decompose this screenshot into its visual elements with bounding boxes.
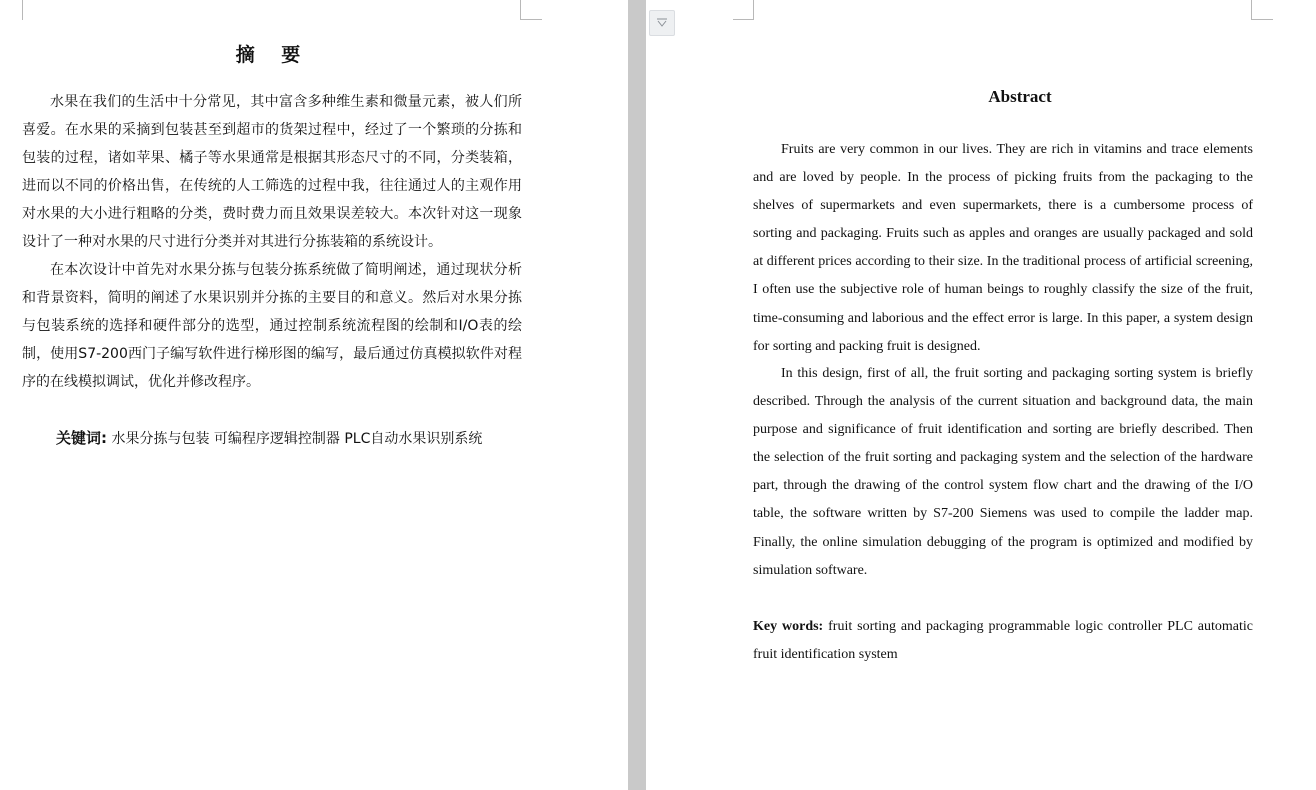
abstract-paragraph-cn-2: 在本次设计中首先对水果分拣与包装分拣系统做了简明阐述，通过现状分析和背景资料，简明的阐述了水果识别并分拣的主要目的和意义。然后对水果分拣与包装系统的选择和硬件部分的选型，通过控制系统流程图的绘制和I/O表的绘制，使用S7-200西门子编写软件进行梯形图的编写，最后通过仿真模拟软件对程序的在线模拟调试，优化并修改程序。 — [22, 262, 522, 390]
crop-mark — [753, 0, 754, 20]
collapse-button[interactable] — [649, 10, 675, 36]
crop-mark — [520, 0, 521, 20]
crop-mark — [22, 0, 23, 20]
keywords-text-cn: 水果分拣与包装 可编程序逻辑控制器 PLC自动水果识别系统 — [111, 431, 483, 447]
page-gutter — [628, 0, 646, 790]
crop-mark — [733, 19, 753, 20]
keywords-cn — [56, 424, 482, 453]
crop-mark — [520, 19, 542, 20]
abstract-paragraph-en-1: Fruits are very common in our lives. They are rich in vitamins and trace elements and are loved by people. In the process of picking fruits from the packaging to the shelves of supermarkets and even supermarkets, there is a cumbersome process of sorting and packaging. Fruits such as apples and oranges are usually packaged and sold at different prices according to their size. In the traditional process of artificial screening, I often use the subjective role of human beings to roughly classify the size of the fruit, time-consuming and laborious and the effect error is large. In this paper, a system design for sorting and packing fruit is designed. — [753, 142, 1253, 354]
abstract-paragraph-cn-1: 水果在我们的生活中十分常见，其中富含多种维生素和微量元素，被人们所喜爱。在水果的采摘到包装甚至到超市的货架过程中，经过了一个繁琐的分拣和包装的过程，诸如苹果、橘子等水果通常是根据其形态尺寸的不同，分类装箱，进而以不同的价格出售，在传统的人工筛选的过程中我，往往通过人的主观作用对水果的大小进行粗略的分类，费时费力而且效果误差较大。本次针对这一现象设计了一种对水果的尺寸进行分类并对其进行分拣装箱的系统设计。 — [22, 94, 522, 250]
keywords-en — [753, 613, 1253, 669]
crop-mark — [1251, 0, 1252, 20]
keywords-label-en: Key words: — [753, 619, 824, 634]
crop-mark — [1251, 19, 1273, 20]
page-title-cn: 摘 要 — [235, 44, 311, 66]
keywords-text-en: fruit sorting and packaging programmable logic controller PLC automatic fruit identification system — [753, 619, 1254, 662]
abstract-paragraph-en-2: In this design, first of all, the fruit sorting and packaging sorting system is briefly described. Through the analysis of the current situation and background data, the main purpose and significance of fruit identification and sorting are briefly described. Then the selection of the fruit sorting and packaging system and the selection of the hardware part, through the drawing of the control system flow chart and the drawing of the I/O table, the software written by S7-200 Siemens was used to compile the ladder map. Finally, the online simulation debugging of the program is optimized and modified by simulation software. — [753, 366, 1253, 578]
keywords-label-cn: 关键词: — [56, 429, 107, 447]
collapse-arrow-icon — [655, 17, 669, 29]
page-title-en: Abstract — [988, 87, 1052, 106]
